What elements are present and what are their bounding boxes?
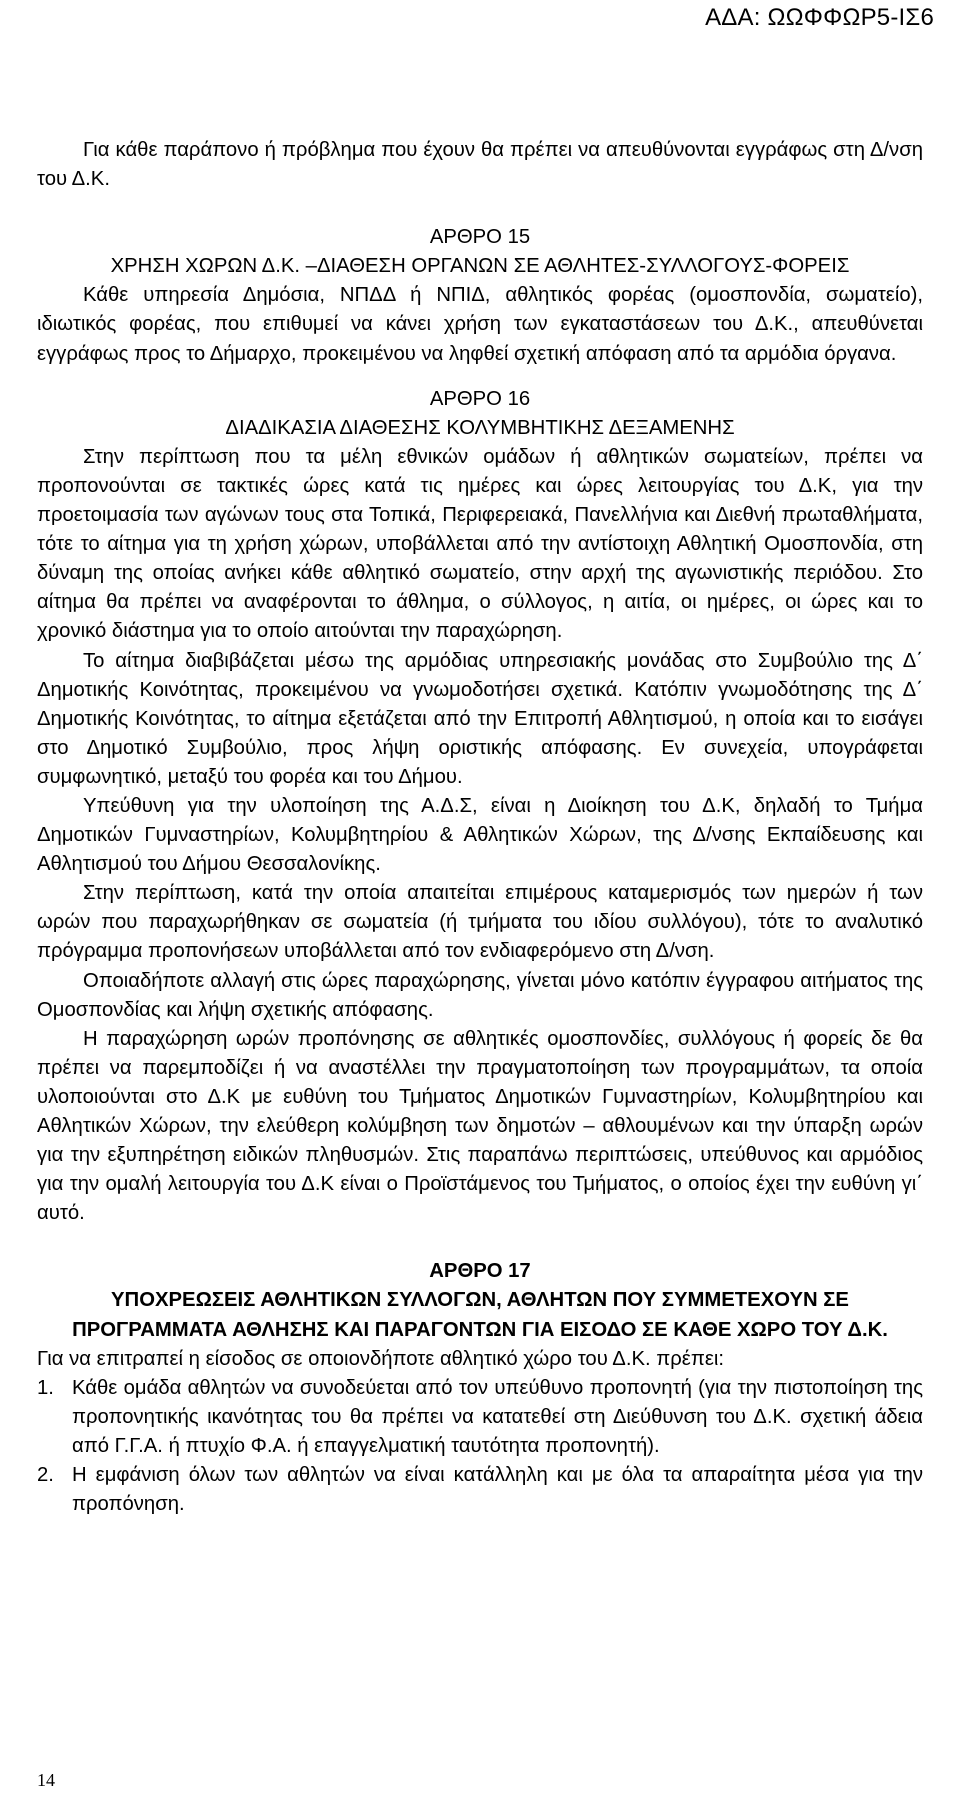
article-16-paragraph-1: Στην περίπτωση που τα μέλη εθνικών ομάδων ή αθλητικών σωματείων, πρέπει να προπονούνται σε τακτικές ώρες κατά τις ημέρες και ώρες λειτουργίας του Δ.Κ, για την προετοιμασία των αγώνων τους στα Τοπικά, Περιφερειακά, Πανελλήνια και Διεθνή πρωταθλήματα, τότε το αίτημα για τη χρήση χώρων, υποβάλλεται από την αντίστοιχη Αθλητική Ομοσπονδία, στη δύναμη της οποίας ανήκει κάθε αθλητικό σωματείο, στην αρχή της αγωνιστικής περιόδου. Στο αίτημα θα πρέπει να αναφέρονται το άθλημα, ο σύλλογος, η αιτία, οι ημέρες, οι ώρες και το χρονικό διάστημα για το οποίο αιτούνται την παραχώρηση. [37,445,923,643]
article-15-paragraph: Κάθε υπηρεσία Δημόσια, ΝΠΔΔ ή ΝΠΙΔ, αθλητικός φορέας (ομοσπονδία, σωματείο), ιδιωτικός φορέας, που επιθυμεί να κάνει χρήση των εγκαταστάσεων του Δ.Κ., απευθύνεται εγγράφως προς το Δήμαρχο, προκειμένου να ληφθεί σχετική απόφαση από τα αρμόδια όργανα. [37,284,923,365]
article-15-number: ΑΡΘΡΟ 15 [429,226,531,249]
article-16 [37,385,923,1229]
list-item-text: Η εμφάνιση όλων των αθλητών να είναι κατάλληλη και με όλα τα απαραίτητα μέσα για την προπόνηση. [72,1464,923,1516]
article-16-number: ΑΡΘΡΟ 16 [429,387,531,410]
article-16-paragraph-3: Υπεύθυνη για την υλοποίηση της Α.Δ.Σ, είναι η Διοίκηση του Δ.Κ, δηλαδή το Τμήμα Δημοτικών Γυμναστηρίων, Κολυμβητηρίου & Αθλητικών Χώρων, της Δ/νσης Εκπαίδευσης και Αθλητισμού του Δήμου Θεσσαλονίκης. [37,794,923,876]
list-item-number: 1. [37,1376,54,1399]
article-17-number: ΑΡΘΡΟ 17 [429,1260,531,1283]
article-17-lead: Για να επιτραπεί η είσοδος σε οποιονδήποτε αθλητικό χώρο του Δ.Κ. πρέπει: [37,1347,725,1370]
ada-code: ΑΔΑ: ΩΩΦΦΩΡ5-ΙΣ6 [705,4,934,31]
article-15-title: ΧΡΗΣΗ ΧΩΡΩΝ Δ.Κ. –ΔΙΑΘΕΣΗ ΟΡΓΑΝΩΝ ΣΕ ΑΘΛΗΤΕΣ-ΣΥΛΛΟΓΟΥΣ-ΦΟΡΕΙΣ [110,255,850,278]
list-item [37,1374,923,1461]
article-16-paragraph-4: Στην περίπτωση, κατά την οποία απαιτείται επιμέρους καταμερισμός των ημερών ή των ωρών που παραχωρήθηκαν σε σωματεία (ή τμήματα του ιδίου συλλόγου), τότε το αναλυτικό πρόγραμμα προπονήσεων υποβάλλεται από τον ενδιαφερόμενο στη Δ/νση. [37,882,923,963]
list-item-number: 2. [37,1464,54,1487]
article-16-title: ΔΙΑΔΙΚΑΣΙΑ ΔΙΑΘΕΣΗΣ ΚΟΛΥΜΒΗΤΙΚΗΣ ΔΕΞΑΜΕΝΗΣ [225,416,735,439]
intro-paragraph: Για κάθε παράπονο ή πρόβλημα που έχουν θα πρέπει να απευθύνονται εγγράφως στη Δ/νση του Δ.Κ. [37,139,923,191]
list-item [37,1461,923,1519]
page-number: 14 [37,1770,55,1790]
article-16-paragraph-5: Οποιαδήποτε αλλαγή στις ώρες παραχώρησης, γίνεται μόνο κατόπιν έγγραφου αιτήματος της Ομοσπονδίας και λήψη σχετικής απόφασης. [37,969,923,1021]
list-item-text: Κάθε ομάδα αθλητών να συνοδεύεται από τον υπεύθυνο προπονητή (για την πιστοποίηση της προπονητικής ικανότητας του θα πρέπει να κατατεθεί στη Διεύθυνση του Δ.Κ. σχετική άδεια από Γ.Γ.Α. ή πτυχίο Φ.Α. ή επαγγελματική ταυτότητα προπονητή). [72,1376,923,1457]
article-16-paragraph-6: Η παραχώρηση ωρών προπόνησης σε αθλητικές ομοσπονδίες, συλλόγους ή φορείς δε θα πρέπει να παρεμποδίζει ή να αναστέλλει την πραγματοποίηση των προγραμμάτων, τα οποία υλοποιούνται στο Δ.Κ με ευθύνη του Τμήματος Δημοτικών Γυμναστηρίων, Κολυμβητηρίου και Αθλητικών Χώρων, την ελεύθερη κολύμβηση των δημοτών – αθλουμένων και την ύπαρξη ωρών για την εξυπηρέτηση ειδικών πληθυσμών. Στις παραπάνω περιπτώσεις, υπεύθυνος και αρμόδιος για την ομαλή λειτουργία του Δ.Κ είναι ο Προϊστάμενος του Τμήματος, ο οποίος έχει την ευθύνη γι΄ αυτό. [37,1027,923,1225]
article-17-title: ΥΠΟΧΡΕΩΣΕΙΣ ΑΘΛΗΤΙΚΩΝ ΣΥΛΛΟΓΩΝ, ΑΘΛΗΤΩΝ ΠΟΥ ΣΥΜΜΕΤΕΧΟΥΝ ΣΕ ΠΡΟΓΡΑΜΜΑΤΑ ΑΘΛΗΣΗΣ ΚΑΙ ΠΑΡΑΓΟΝΤΩΝ ΓΙΑ ΕΙΣΟΔΟ ΣΕ ΚΑΘΕ ΧΩΡΟ ΤΟΥ Δ.Κ. [72,1289,888,1341]
document-body [37,136,923,1519]
article-17 [37,1257,923,1519]
article-16-paragraph-2: Το αίτημα διαβιβάζεται μέσω της αρμόδιας υπηρεσιακής μονάδας στο Συμβούλιο της Δ΄ Δημοτικής Κοινότητας, προκειμένου να γνωμοδοτήσει σχετικά. Κατόπιν γνωμοδότησης της Δ΄ Δημοτικής Κοινότητας, το αίτημα εξετάζεται από την Επιτροπή Αθλητισμού, η οποία και το εισάγει στο Δημοτικό Συμβούλιο, προς λήψη οριστικής απόφασης. Εν συνεχεία, υπογράφεται συμφωνητικό, μεταξύ του φορέα και του Δήμου. [37,649,923,788]
article-15 [37,223,923,368]
